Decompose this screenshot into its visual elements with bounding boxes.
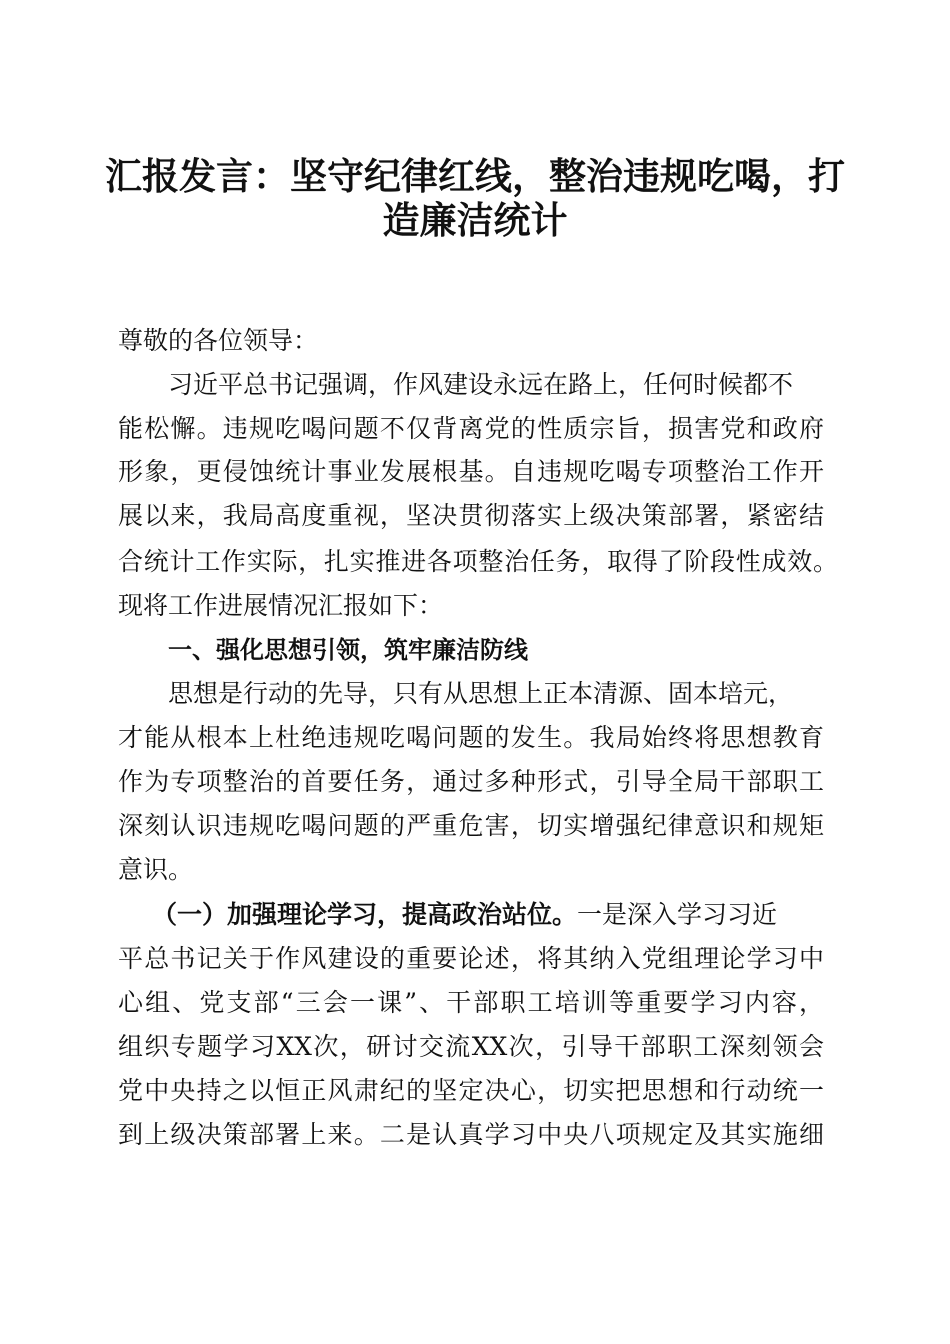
paragraph-line: 思想是行动的先导，只有从思想上正本清源、固本培元， xyxy=(168,679,794,708)
paragraph-text: 一是深入学习习近 xyxy=(577,900,778,929)
paragraph-line: 平总书记关于作风建设的重要论述，将其纳入党组理论学习中 xyxy=(118,944,824,973)
paragraph-line: 习近平总书记强调，作风建设永远在路上，任何时候都不 xyxy=(168,370,794,399)
subsection-lead: （一）加强理论学习，提高政治站位。 xyxy=(152,900,578,929)
section-heading: 一、强化思想引领，筑牢廉洁防线 xyxy=(168,636,528,664)
paragraph-line: 心组、党支部“三会一课”、干部职工培训等重要学习内容， xyxy=(118,988,824,1017)
paragraph-line: 合统计工作实际，扎实推进各项整治任务，取得了阶段性成效。 xyxy=(118,547,838,576)
paragraph-line: 深刻认识违规吃喝问题的严重危害，切实增强纪律意识和规矩 xyxy=(118,811,824,840)
paragraph-line: 现将工作进展情况汇报如下： xyxy=(118,591,444,620)
salutation: 尊敬的各位领导： xyxy=(118,326,319,355)
paragraph-line: 到上级决策部署上来。二是认真学习中央八项规定及其实施细 xyxy=(118,1120,824,1149)
paragraph-line: 展以来，我局高度重视，坚决贯彻落实上级决策部署，紧密结 xyxy=(118,501,824,530)
document-title-line-2: 造廉洁统计 xyxy=(382,199,568,242)
paragraph-line: 党中央持之以恒正风肃纪的坚定决心，切实把思想和行动统一 xyxy=(118,1076,824,1105)
paragraph-line: 作为专项整治的首要任务，通过多种形式，引导全局干部职工 xyxy=(118,767,824,796)
paragraph-line: 意识。 xyxy=(118,855,194,884)
paragraph-line: 形象，更侵蚀统计事业发展根基。自违规吃喝专项整治工作开 xyxy=(118,457,824,486)
paragraph-line: 组织专题学习XX次，研讨交流XX次，引导干部职工深刻领会 xyxy=(118,1032,824,1061)
paragraph-line: 能松懈。违规吃喝问题不仅背离党的性质宗旨，损害党和政府 xyxy=(118,414,824,443)
paragraph-line: 才能从根本上杜绝违规吃喝问题的发生。我局始终将思想教育 xyxy=(118,723,824,752)
paragraph-line xyxy=(152,899,832,931)
document-title-line-1: 汇报发言：坚守纪律红线，整治违规吃喝，打 xyxy=(105,155,845,198)
